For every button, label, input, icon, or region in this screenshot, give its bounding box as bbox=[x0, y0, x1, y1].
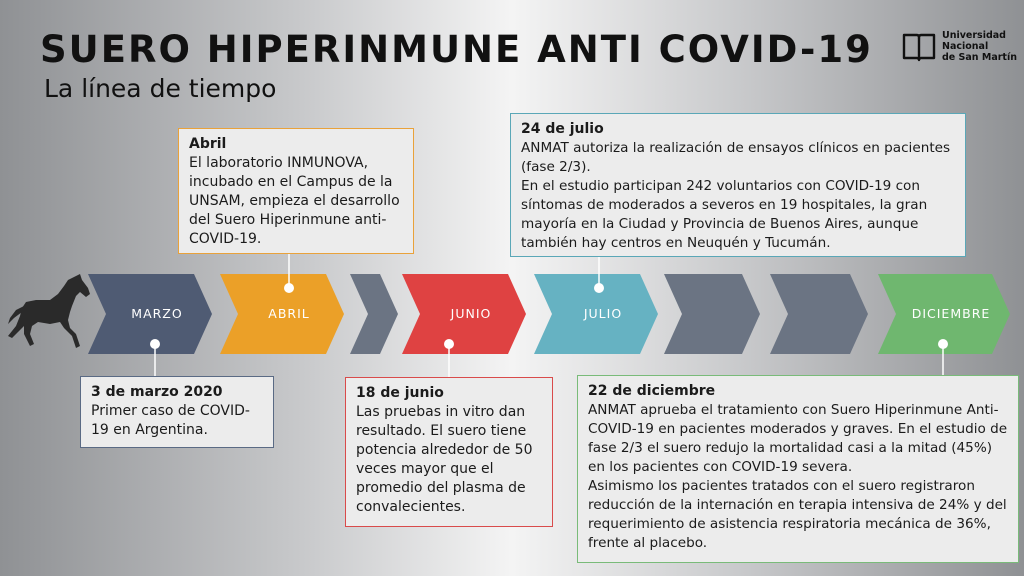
timeline-chevron-label: JUNIO bbox=[450, 306, 492, 321]
page-subtitle: La línea de tiempo bbox=[44, 74, 277, 103]
timeline-chevron-label: MARZO bbox=[131, 306, 183, 321]
event-title: 24 de julio bbox=[521, 121, 604, 137]
timeline-dot bbox=[150, 339, 160, 349]
timeline-chevron-label: DICIEMBRE bbox=[911, 306, 991, 321]
logo-line-3: de San Martín bbox=[942, 52, 1017, 63]
event-box-marzo bbox=[80, 376, 274, 448]
event-box-abril bbox=[178, 128, 414, 254]
event-body: Primer caso de COVID-19 en Argentina. bbox=[91, 403, 250, 438]
university-logo bbox=[902, 30, 1017, 66]
book-icon bbox=[902, 32, 936, 62]
timeline-dot bbox=[594, 283, 604, 293]
event-body: En el estudio participan 242 voluntarios con COVID-19 con síntomas de moderados a severos en 19 hospitales, la gran mayoría en la Ciudad y Provincia de Buenos Aires, aunque también hay centros en Neuquén y Tucumán. bbox=[521, 178, 928, 251]
logo-line-2: Nacional bbox=[942, 41, 989, 52]
event-body: Asimismo los pacientes tratados con el suero registraron reducción de la internación en terapia intensiva de 24% y del requerimiento de asistencia respiratoria mecánica de 36%, frente al placebo. bbox=[588, 478, 1007, 551]
event-title: 18 de junio bbox=[356, 385, 444, 401]
event-body: ANMAT autoriza la realización de ensayos clínicos en pacientes (fase 2/3). bbox=[521, 140, 951, 175]
timeline-dot bbox=[284, 283, 294, 293]
event-box-julio bbox=[510, 113, 966, 257]
timeline-chevron-label: ABRIL bbox=[268, 306, 310, 321]
event-body: ANMAT aprueba el tratamiento con Suero Hiperinmune Anti-COVID-19 en pacientes moderados y graves. En el estudio de fase 2/3 el suero redujo la mortalidad casi a la mitad (45%) en los pacientes con COVID-19 severa. bbox=[588, 402, 1008, 475]
timeline-chevron bbox=[350, 274, 398, 354]
horse-icon bbox=[6, 272, 90, 352]
timeline-chevron bbox=[770, 274, 868, 354]
event-title: 3 de marzo 2020 bbox=[91, 384, 223, 400]
event-box-diciembre bbox=[577, 375, 1019, 563]
timeline-dot bbox=[444, 339, 454, 349]
timeline-chevron bbox=[664, 274, 760, 354]
event-box-junio bbox=[345, 377, 553, 527]
page-title: SUERO HIPERINMUNE ANTI COVID-19 bbox=[40, 28, 873, 71]
timeline-chevron-label: JULIO bbox=[583, 306, 623, 321]
event-title: Abril bbox=[189, 136, 227, 152]
event-title: 22 de diciembre bbox=[588, 383, 716, 399]
timeline-dot bbox=[938, 339, 948, 349]
event-body: Las pruebas in vitro dan resultado. El suero tiene potencia alrededor de 50 veces mayor que el promedio del plasma de convalecientes. bbox=[356, 404, 533, 515]
event-body: El laboratorio INMUNOVA, incubado en el Campus de la UNSAM, empieza el desarrollo del Suero Hiperinmune anti-COVID-19. bbox=[189, 155, 400, 247]
logo-line-1: Universidad bbox=[942, 30, 1006, 41]
